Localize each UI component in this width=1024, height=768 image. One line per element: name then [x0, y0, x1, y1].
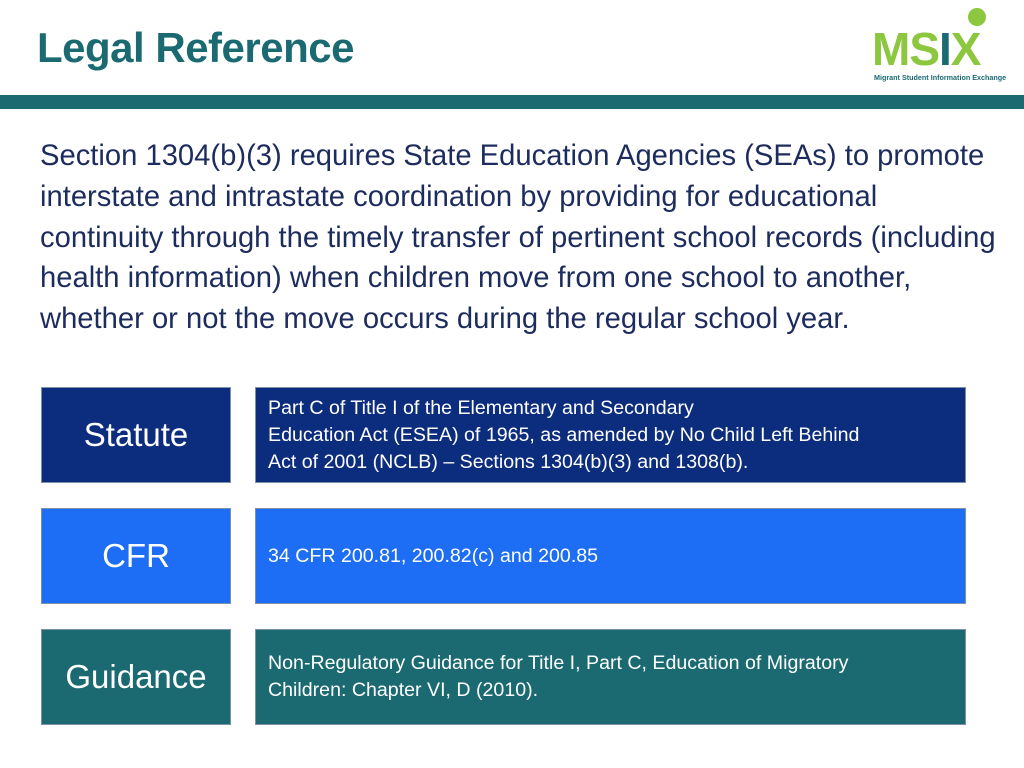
statute-label-box — [41, 387, 231, 483]
header-divider — [0, 95, 1024, 109]
statute-label: Statute — [83, 416, 189, 453]
logo-x: X — [950, 23, 981, 75]
cfr-label-box — [41, 508, 231, 604]
msix-logo — [872, 8, 1012, 84]
guidance-description-box — [255, 629, 966, 725]
guidance-description: Non-Regulatory Guidance for Title I, Part C, Education of Migratory Children: Chapter VI, D (2010). — [268, 652, 849, 701]
page-title: Legal Reference — [37, 24, 354, 71]
logo-ms: MS — [872, 23, 939, 75]
logo-tagline: Migrant Student Information Exchange — [874, 73, 1007, 82]
intro-paragraph: Section 1304(b)(3) requires State Education Agencies (SEAs) to promote interstate and intrastate coordination by providing for educational continuity through the timely transfer of pertinent school records (including health information) when children move from one school to another, whether or not the move occurs during the regular school year. — [40, 140, 996, 336]
logo-i: I — [939, 23, 951, 75]
logo-wordmark — [872, 23, 981, 75]
guidance-label-box — [41, 629, 231, 725]
guidance-label: Guidance — [65, 658, 207, 695]
cfr-description-box — [255, 508, 966, 604]
cfr-description: 34 CFR 200.81, 200.82(c) and 200.85 — [268, 544, 599, 567]
cfr-label: CFR — [102, 537, 170, 574]
statute-description: Part C of Title I of the Elementary and Secondary Education Act (ESEA) of 1965, as amended by No Child Left Behind Act of 2001 (NCLB) – Sections 1304(b)(3) and 1308(b). — [268, 396, 860, 473]
statute-description-box — [255, 387, 966, 483]
